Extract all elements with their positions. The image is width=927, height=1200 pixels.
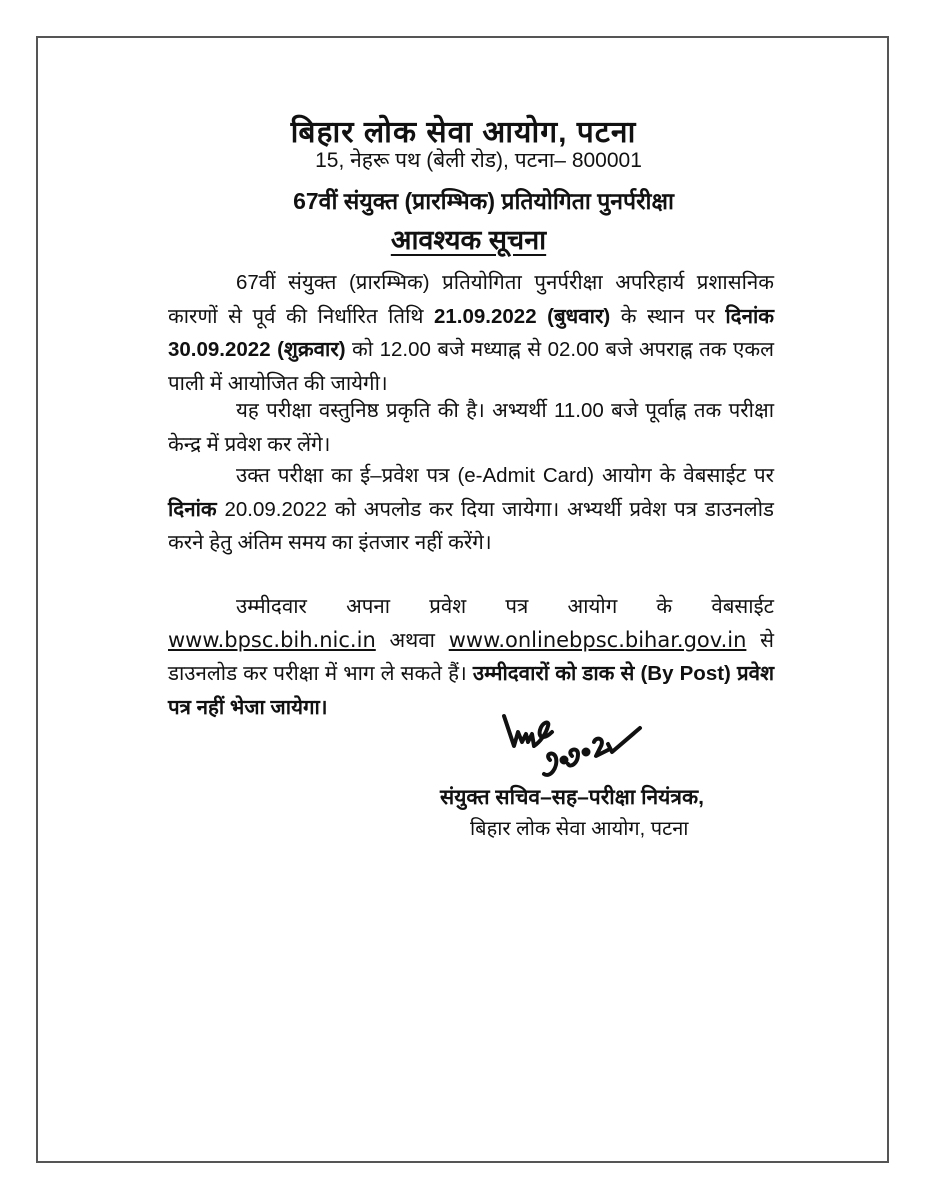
paragraph-exam-reschedule [168,266,774,400]
p3-text-2: 20.09.2022 को अपलोड कर दिया जायेगा। अभ्यर्थी प्रवेश पत्र डाउनलोड करने हेतु अंतिम समय का इंतजार नहीं करेंगे। [168,497,774,554]
bpsc-website-link[interactable]: www.bpsc.bih.nic.in [168,627,376,652]
notice-title-text: आवश्यक सूचना [390,225,547,255]
paragraph-download-info [168,590,774,724]
handwritten-signature [500,712,660,792]
p2-text: यह परीक्षा वस्तुनिष्ठ प्रकृति की है। अभ्यर्थी 11.00 बजे पूर्वाह्न तक परीक्षा केन्द्र में प्रवेश कर लेंगे। [168,399,774,456]
paragraph-exam-nature [168,394,774,461]
p1-text-3: को 12.00 बजे मध्याह्न से 02.00 बजे अपराह्न तक एकल पाली में आयोजित की जायेगी। [168,338,774,395]
org-address: 15, नेहरू पथ (बेली रोड), पटना– 800001 [315,149,642,172]
exam-title: 67वीं संयुक्त (प्रारम्भिक) प्रतियोगिता पुनर्परीक्षा [293,188,674,214]
p4-text-3: से डाउनलोड कर परीक्षा में भाग ले सकते हैं। [168,628,774,685]
notice-title [10,220,927,257]
org-name: बिहार लोक सेवा आयोग, पटना [290,116,637,149]
signatory-designation: संयुक्त सचिव–सह–परीक्षा नियंत्रक, [440,786,704,809]
p1-text-2: के स्थान पर [610,304,726,328]
no-post-notice: उम्मीदवारों को डाक से (By Post) प्रवेश पत्र नहीं भेजा जायेगा। [168,662,775,719]
p3-text-1: उक्त परीक्षा का ई–प्रवेश पत्र (e-Admit Card) आयोग के वेबसाईट पर [236,464,774,487]
p4-text-2: अथवा [375,628,449,652]
p1-text-1: 67वीं संयुक्त (प्रारम्भिक) प्रतियोगिता पुनर्परीक्षा अपरिहार्य प्रशासनिक कारणों से पूर्व की निर्धारित तिथि [168,271,774,328]
old-exam-date: 21.09.2022 (बुधवार) [434,304,611,328]
new-exam-date: दिनांक 30.09.2022 (शुक्रवार) [168,304,775,361]
p3-date-label: दिनांक [168,497,217,521]
paragraph-admit-card [168,459,774,560]
signatory-organization: बिहार लोक सेवा आयोग, पटना [470,818,689,840]
p4-text-1: उम्मीदवार अपना प्रवेश पत्र आयोग के वेबसाईट [236,595,774,618]
online-bpsc-website-link[interactable]: www.onlinebpsc.bihar.gov.in [448,627,747,652]
